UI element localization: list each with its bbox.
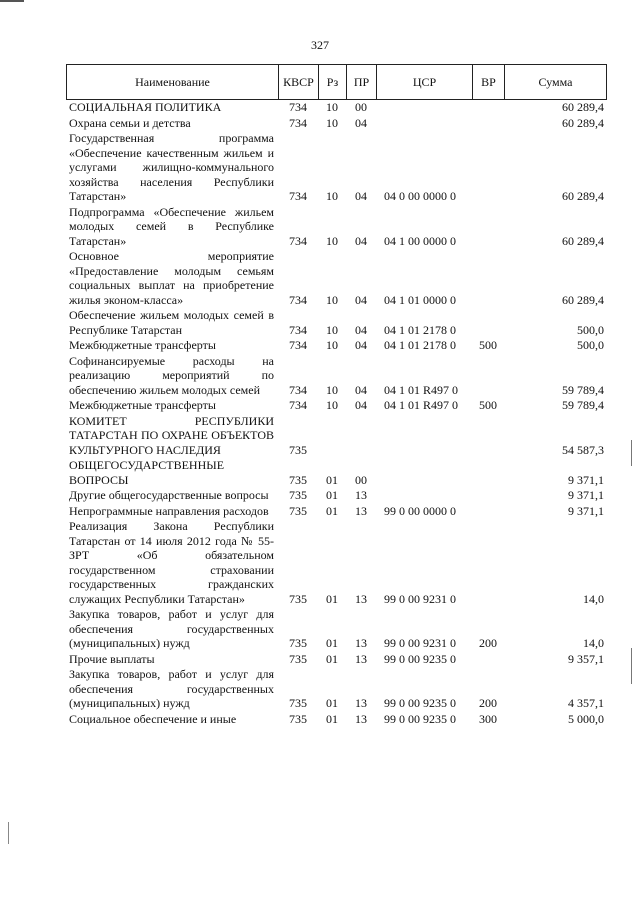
- cell-name: Закупка товаров, работ и услуг для обеспечения государственных (муниципальных) нужд: [69, 607, 274, 650]
- cell-kvsr: 734: [289, 189, 307, 203]
- cell-name: КОМИТЕТ РЕСПУБЛИКИ ТАТАРСТАН ПО ОХРАНЕ ОБЪЕКТОВ КУЛЬТУРНОГО НАСЛЕДИЯ: [69, 413, 274, 457]
- cell-rz: 01: [326, 696, 338, 710]
- cell-name: ОБЩЕГОСУДАРСТВЕННЫЕ ВОПРОСЫ: [69, 458, 225, 487]
- cell-vr: [472, 488, 504, 504]
- cell-vr: [472, 249, 504, 308]
- cell-vr: [472, 414, 504, 459]
- cell-csr: 04 1 01 2178 0: [384, 322, 456, 337]
- cell-rz: 10: [326, 338, 338, 352]
- header-sum: Сумма: [505, 65, 607, 100]
- cell-pr: 13: [355, 696, 367, 710]
- cell-sum: 14,0: [583, 636, 604, 650]
- cell-rz: 10: [326, 115, 338, 130]
- cell-rz: 10: [326, 322, 338, 337]
- cell-csr: 99 0 00 9235 0: [384, 651, 456, 666]
- cell-sum: 9 371,1: [568, 488, 604, 502]
- cell-sum: 60 289,4: [562, 115, 604, 130]
- table-row: [66, 712, 606, 728]
- cell-name: Социальное обеспечение и иные: [69, 711, 237, 726]
- cell-kvsr: 735: [289, 488, 307, 502]
- cell-name: Реализация Закона Республики Татарстан от 14 июля 2012 года № 55-ЗРТ «Об обязательном государственном страховании государственных гражданских служащих Республики Татарстан»: [69, 519, 274, 606]
- table-row: [66, 398, 606, 414]
- cell-vr: [472, 504, 504, 520]
- cell-vr: 500: [479, 398, 497, 412]
- cell-vr: [472, 519, 504, 607]
- cell-csr: [376, 116, 472, 132]
- cell-kvsr: 734: [289, 398, 307, 412]
- table-body: [66, 100, 606, 727]
- cell-rz: 10: [326, 189, 338, 203]
- cell-pr: 04: [355, 398, 367, 412]
- table-header: [66, 64, 607, 100]
- cell-kvsr: 734: [289, 115, 307, 130]
- cell-sum: 9 371,1: [568, 472, 604, 487]
- cell-kvsr: 735: [289, 636, 307, 650]
- cell-pr: 00: [355, 472, 367, 487]
- cell-name: Межбюджетные трансферты: [69, 338, 216, 352]
- cell-vr: [472, 116, 504, 132]
- table-row: [66, 504, 606, 520]
- cell-csr: 99 0 00 9235 0: [384, 696, 456, 710]
- cell-csr: [376, 414, 472, 459]
- table-row: [66, 131, 606, 205]
- cell-csr: 04 0 00 0000 0: [384, 189, 456, 203]
- cell-vr: [472, 100, 504, 116]
- cell-rz: 01: [326, 711, 338, 726]
- table-row: [66, 607, 606, 652]
- cell-name: Непрограммные направления расходов: [69, 503, 269, 518]
- cell-csr: 04 1 01 0000 0: [384, 292, 456, 307]
- cell-csr: 04 1 00 0000 0: [384, 233, 456, 248]
- cell-kvsr: 735: [289, 711, 307, 726]
- cell-sum: 59 789,4: [562, 382, 604, 397]
- cell-sum: 60 289,4: [562, 100, 604, 114]
- cell-sum: 60 289,4: [562, 233, 604, 248]
- cell-rz: 01: [326, 488, 338, 502]
- scan-edge-mark: [631, 648, 632, 684]
- cell-vr: [472, 354, 504, 399]
- cell-csr: 99 0 00 9231 0: [384, 636, 456, 650]
- cell-csr: 99 0 00 9231 0: [384, 591, 456, 606]
- cell-pr: 04: [355, 382, 367, 397]
- table-row: [66, 667, 606, 712]
- cell-pr: 00: [355, 100, 367, 114]
- table-row: [66, 458, 606, 488]
- cell-vr: 200: [479, 696, 497, 710]
- cell-csr: 99 0 00 0000 0: [384, 503, 456, 518]
- cell-sum: 60 289,4: [562, 292, 604, 307]
- scan-edge-mark: [8, 822, 9, 844]
- cell-kvsr: 734: [289, 322, 307, 337]
- cell-rz: 10: [326, 292, 338, 307]
- cell-pr: 04: [355, 233, 367, 248]
- cell-sum: 5 000,0: [568, 711, 604, 726]
- cell-pr: 13: [355, 488, 367, 502]
- cell-name: Прочие выплаты: [69, 651, 155, 666]
- cell-vr: 500: [479, 338, 497, 352]
- cell-rz: 01: [326, 591, 338, 606]
- table-row: [66, 249, 606, 308]
- cell-kvsr: 735: [289, 442, 307, 457]
- cell-pr: [346, 414, 376, 459]
- cell-name: Межбюджетные трансферты: [69, 398, 216, 412]
- cell-csr: 04 1 01 2178 0: [384, 338, 456, 352]
- cell-rz: 01: [326, 651, 338, 666]
- cell-rz: 01: [326, 472, 338, 487]
- cell-vr: [472, 205, 504, 250]
- table-row: [66, 488, 606, 504]
- table-row: [66, 308, 606, 338]
- cell-rz: [318, 414, 346, 459]
- cell-name: Государственная программа «Обеспечение качественным жильем и услугами жилищно-коммунального хозяйства населения Республики Татарстан»: [69, 131, 274, 203]
- cell-sum: 9 357,1: [568, 651, 604, 666]
- cell-pr: 13: [355, 503, 367, 518]
- table-row: [66, 338, 606, 354]
- cell-vr: 300: [479, 711, 497, 726]
- cell-name: СОЦИАЛЬНАЯ ПОЛИТИКА: [69, 100, 222, 114]
- header-vr: ВР: [473, 65, 505, 100]
- cell-pr: 04: [355, 292, 367, 307]
- cell-csr: [376, 100, 472, 116]
- cell-pr: 04: [355, 115, 367, 130]
- table-row: [66, 100, 606, 116]
- cell-pr: 04: [355, 322, 367, 337]
- cell-csr: [376, 488, 472, 504]
- cell-kvsr: 734: [289, 382, 307, 397]
- cell-name: Закупка товаров, работ и услуг для обеспечения государственных (муниципальных) нужд: [69, 667, 274, 710]
- cell-sum: 500,0: [577, 322, 604, 337]
- cell-kvsr: 734: [289, 233, 307, 248]
- cell-name: Обеспечение жильем молодых семей в Республике Татарстан: [69, 308, 274, 337]
- cell-vr: 200: [479, 636, 497, 650]
- table-row: [66, 414, 606, 459]
- cell-pr: 13: [355, 651, 367, 666]
- cell-vr: [472, 131, 504, 205]
- scan-corner-mark: [0, 0, 24, 2]
- cell-name: Охрана семьи и детства: [69, 115, 191, 130]
- cell-pr: 13: [355, 591, 367, 606]
- cell-csr: [376, 458, 472, 488]
- cell-kvsr: 734: [289, 100, 307, 114]
- budget-table: [66, 100, 606, 727]
- cell-pr: 04: [355, 189, 367, 203]
- cell-pr: 13: [355, 711, 367, 726]
- cell-sum: 60 289,4: [562, 189, 604, 203]
- cell-kvsr: 734: [289, 292, 307, 307]
- cell-sum: 4 357,1: [568, 696, 604, 710]
- table-row: [66, 519, 606, 607]
- header-row: [67, 65, 607, 100]
- cell-name: Другие общегосударственные вопросы: [69, 488, 269, 502]
- table-row: [66, 354, 606, 399]
- cell-sum: 14,0: [583, 591, 604, 606]
- cell-rz: 01: [326, 503, 338, 518]
- cell-rz: 10: [326, 100, 338, 114]
- page-number: 327: [311, 38, 329, 52]
- cell-sum: 59 789,4: [562, 398, 604, 412]
- cell-csr: 04 1 01 R497 0: [384, 382, 459, 397]
- cell-kvsr: 734: [289, 338, 307, 352]
- header-csr: ЦСР: [377, 65, 473, 100]
- cell-vr: [472, 308, 504, 338]
- table-row: [66, 652, 606, 668]
- header-name: Наименование: [67, 65, 279, 100]
- cell-kvsr: 735: [289, 503, 307, 518]
- cell-name: Софинансируемые расходы на реализацию мероприятий по обеспечению жильем молодых семей: [69, 353, 274, 397]
- cell-rz: 10: [326, 398, 338, 412]
- header-kvsr: КВСР: [279, 65, 319, 100]
- table-row: [66, 205, 606, 250]
- table-row: [66, 116, 606, 132]
- cell-pr: 13: [355, 636, 367, 650]
- header-rz: Рз: [319, 65, 347, 100]
- cell-csr: 99 0 00 9235 0: [384, 711, 456, 726]
- cell-kvsr: 735: [289, 651, 307, 666]
- cell-kvsr: 735: [289, 591, 307, 606]
- cell-sum: 54 587,3: [562, 442, 604, 457]
- cell-rz: 01: [326, 636, 338, 650]
- cell-vr: [472, 458, 504, 488]
- cell-rz: 10: [326, 233, 338, 248]
- header-pr: ПР: [347, 65, 377, 100]
- cell-sum: 9 371,1: [568, 503, 604, 518]
- cell-vr: [472, 652, 504, 668]
- cell-kvsr: 735: [289, 472, 307, 487]
- cell-csr: 04 1 01 R497 0: [384, 398, 459, 412]
- cell-name: Подпрограмма «Обеспечение жильем молодых семей в Республике Татарстан»: [69, 204, 274, 248]
- cell-sum: 500,0: [577, 338, 604, 352]
- cell-pr: 04: [355, 338, 367, 352]
- cell-kvsr: 735: [289, 696, 307, 710]
- scan-edge-mark: [631, 440, 632, 466]
- cell-rz: 10: [326, 382, 338, 397]
- cell-name: Основное мероприятие «Предоставление молодым семьям социальных выплат на приобретение жилья эконом-класса»: [69, 249, 274, 307]
